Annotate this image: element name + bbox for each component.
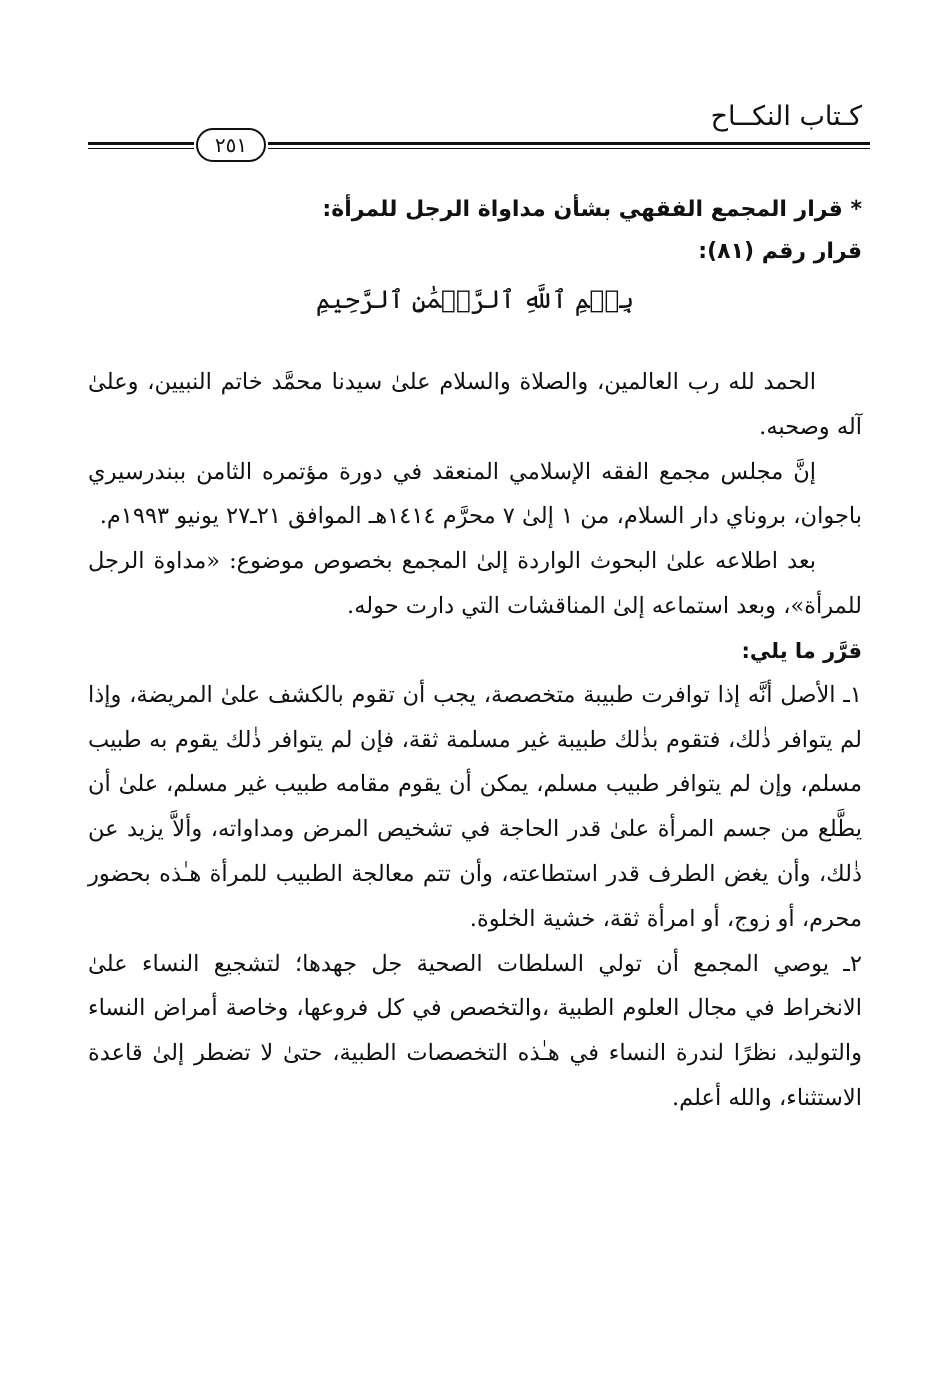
basmala: بِسۡمِ ٱللَّهِ ٱلرَّحۡمَٰنِ ٱلرَّحِيمِ (315, 285, 635, 314)
resolution-item-1: ١ـ الأصل أنَّه إذا توافرت طبيبة متخصصة، يجب أن تقوم بالكشف علىٰ المريضة، وإذا لم يتوافر ذٰلك، فتقوم بذٰلك طبيبة غير مسلمة ثقة، فإن لم يتوافر ذٰلك يقوم به طبيب مسلم، وإن لم يتوافر طبيب مسلم، يمكن أن يقوم مقامه طبيب غير مسلم، علىٰ أن يطَّلع من جسم المرأة علىٰ قدر الحاجة في تشخيص المرض ومداواته، وألاَّ يزيد عن ذٰلك، وأن يغض الطرف قدر استطاعته، وأن تتم معالجة الطبيب للمرأة هـٰذه بحضور محرم، أو زوج، أو امرأة ثقة، خشية الخلوة. (88, 681, 862, 932)
paragraph-council: إنَّ مجلس مجمع الفقه الإسلامي المنعقد في دورة مؤتمره الثامن ببندرسيري باجوان، بروناي دار السلام، من ١ إلىٰ ٧ محرَّم ١٤١٤هـ الموافق ٢١ـ٢٧ يونيو ١٩٩٣م. (88, 458, 862, 530)
resolved-heading: قرَّر ما يلي: (741, 638, 862, 663)
decision-number: قرار رقم (٨١): (698, 239, 862, 264)
running-title: كـتاب النكــاح (710, 101, 862, 132)
section-heading: * قرار المجمع الفقهي بشأن مداواة الرجل للمرأة: (322, 197, 862, 222)
header-rule-left (88, 142, 194, 145)
main-text (88, 192, 862, 1121)
page-number: ٢٥١ (196, 128, 266, 162)
paragraph-praise: الحمد لله رب العالمين، والصلاة والسلام علىٰ سيدنا محمَّد خاتم النبيين، وعلىٰ آله وصحبه. (88, 369, 862, 440)
header-rule-right (268, 142, 870, 145)
paragraph-review: بعد اطلاعه علىٰ البحوث الواردة إلىٰ المجمع بخصوص موضوع: «مداوة الرجل للمرأة»، وبعد استماعه إلىٰ المناقشات التي دارت حوله. (88, 548, 862, 619)
resolution-item-2: ٢ـ يوصي المجمع أن تولي السلطات الصحية جل جهدها؛ لتشجيع النساء علىٰ الانخراط في مجال العلوم الطبية ،والتخصص في كل فروعها، وخاصة أمراض النساء والتوليد، نظرًا لندرة النساء في هـٰذه التخصصات الطبية، حتىٰ لا تضطر إلىٰ قاعدة الاستثناء، والله أعلم. (88, 950, 862, 1111)
